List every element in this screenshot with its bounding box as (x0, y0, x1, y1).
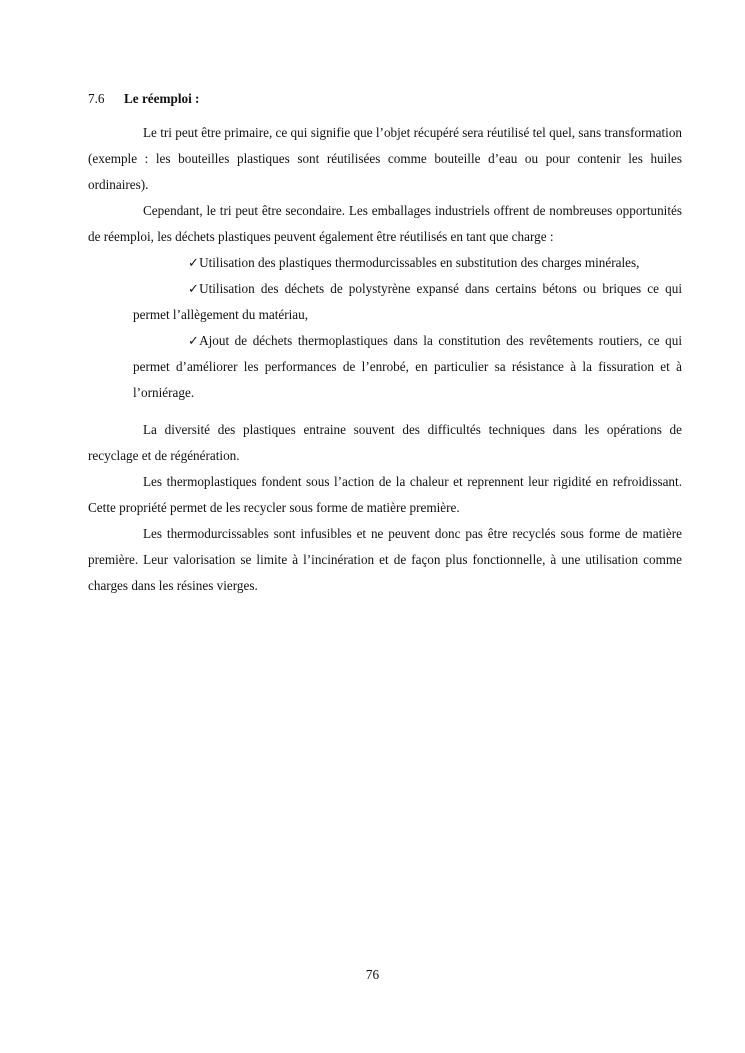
document-page (88, 86, 682, 599)
list-item-text: Utilisation des déchets de polystyrène expansé dans certains bétons ou briques ce qui permet l’allègement du matériau, (133, 281, 682, 322)
paragraph-spacer (88, 406, 682, 417)
reuse-list (133, 250, 682, 406)
paragraph-thermoplastics: Les thermoplastiques fondent sous l’action de la chaleur et reprennent leur rigidité en refroidissant. Cette propriété permet de les recycler sous forme de matière première. (88, 474, 682, 515)
list-item-text: Ajout de déchets thermoplastiques dans la constitution des revêtements routiers, ce qui permet d’améliorer les performances de l’enrobé, en particulier sa résistance à la fissuration et à l’orniérage. (133, 333, 682, 400)
list-item (133, 328, 682, 406)
paragraph-secondary-sorting: Cependant, le tri peut être secondaire. Les emballages industriels offrent de nombreuses opportunités de réemploi, les déchets plastiques peuvent également être réutilisés en tant que charge : (88, 203, 682, 244)
section-heading (88, 86, 682, 112)
list-item (133, 276, 682, 328)
list-item-text: Utilisation des plastiques thermodurcissables en substitution des charges minérales, (199, 255, 640, 270)
check-icon: ✓ (188, 255, 200, 270)
page-number: 76 (365, 967, 380, 982)
check-icon: ✓ (188, 281, 200, 296)
section-number: 7.6 (88, 91, 105, 106)
section-title: Le réemploi : (124, 91, 200, 106)
paragraph-plastics-diversity: La diversité des plastiques entraine souvent des difficultés techniques dans les opérations de recyclage et de régénération. (88, 422, 682, 463)
paragraph-primary-sorting: Le tri peut être primaire, ce qui signifie que l’objet récupéré sera réutilisé tel quel, sans transformation (exemple : les bouteilles plastiques sont réutilisées comme bouteille d’eau ou pour contenir les huiles ordinaires). (88, 125, 683, 192)
check-icon: ✓ (188, 333, 200, 348)
list-item (133, 250, 682, 276)
paragraph-thermosets: Les thermodurcissables sont infusibles et ne peuvent donc pas être recyclés sous forme de matière première. Leur valorisation se limite à l’incinération et de façon plus fonctionnelle, à une utilisation comme charges dans les résines vierges. (88, 526, 682, 593)
